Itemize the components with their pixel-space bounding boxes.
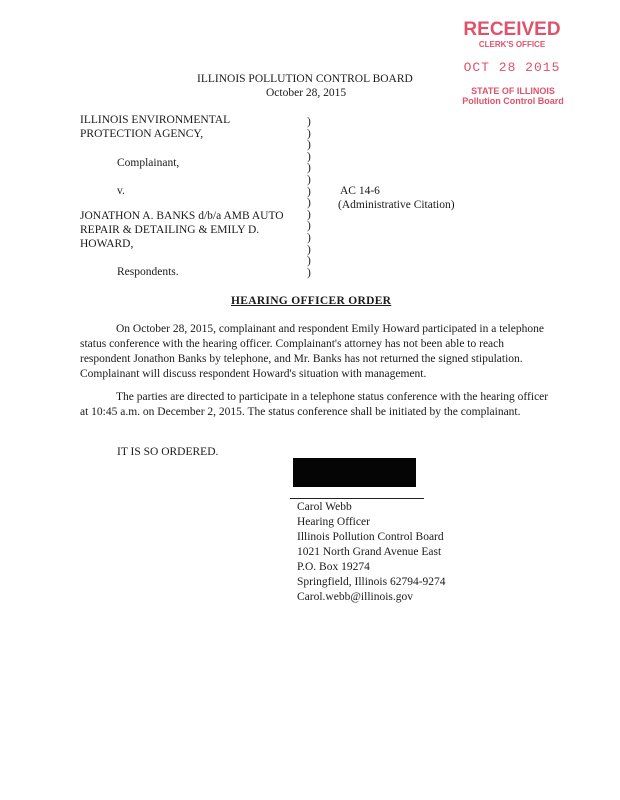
caption-paren: ) (307, 197, 311, 210)
stamp-state: STATE OF ILLINOIS (471, 86, 555, 96)
stamp-board: Pollution Control Board (462, 96, 564, 106)
order-paragraph-1-text: On October 28, 2015, complainant and respondent Emily Howard participated in a telephone status conference with the hearing officer. Complainant's attorney has not been able to reach respondent Jonathon Banks by telephone, and Mr. Banks has not returned the signed stipulation. Complainant will discuss respondent Howard's situation with management. (80, 323, 544, 380)
signature-line (290, 498, 424, 499)
stamp-date: OCT 28 2015 (463, 60, 561, 75)
signer-email: Carol.webb@illinois.gov (297, 591, 413, 603)
respondent-name-line3: HOWARD, (80, 238, 134, 250)
document-date: October 28, 2015 (266, 87, 347, 99)
caption-paren: ) (307, 255, 311, 268)
complainant-name-line1: ILLINOIS ENVIRONMENTAL (80, 114, 231, 126)
complainant-name-line2: PROTECTION AGENCY, (80, 128, 204, 140)
caption-paren: ) (307, 127, 311, 140)
case-type: (Administrative Citation) (338, 199, 455, 211)
signer-title: Hearing Officer (297, 516, 370, 528)
closing-statement: IT IS SO ORDERED. (117, 446, 219, 458)
complainant-label: Complainant, (117, 157, 180, 169)
caption-paren: ) (307, 220, 311, 233)
caption-paren: ) (307, 243, 311, 256)
order-title: HEARING OFFICER ORDER (231, 295, 392, 307)
case-number: AC 14-6 (340, 185, 380, 197)
signature-block (297, 500, 446, 605)
caption-paren: ) (307, 231, 311, 244)
respondents-label: Respondents. (117, 266, 179, 278)
order-paragraph-2 (80, 390, 550, 420)
signer-address-line3: Springfield, Illinois 62794-9274 (297, 576, 446, 588)
board-name: ILLINOIS POLLUTION CONTROL BOARD (197, 73, 413, 85)
order-paragraph-2-text: The parties are directed to participate in a telephone status conference with the hearing officer at 10:45 a.m. on December 2, 2015. The status conference shall be initiated by the complainant. (80, 391, 549, 418)
caption-paren: ) (307, 266, 311, 279)
respondent-name-line2: REPAIR & DETAILING & EMILY D. (80, 224, 260, 236)
versus-label: v. (117, 185, 125, 197)
signer-organization: Illinois Pollution Control Board (297, 531, 444, 543)
signer-address-line1: 1021 North Grand Avenue East (297, 546, 442, 558)
caption-parentheses (307, 117, 317, 279)
signer-name: Carol Webb (297, 501, 352, 513)
stamp-state-block (448, 86, 578, 106)
received-stamp (452, 20, 572, 76)
caption-paren: ) (307, 185, 311, 198)
caption-paren: ) (307, 150, 311, 163)
signer-address-line2: P.O. Box 19274 (297, 561, 370, 573)
stamp-office: CLERK'S OFFICE (478, 40, 546, 49)
stamp-received: RECEIVED (463, 19, 561, 40)
caption-paren: ) (307, 162, 311, 175)
order-paragraph-1 (80, 322, 550, 382)
redacted-signature (293, 458, 416, 487)
caption-paren: ) (307, 173, 311, 186)
caption-paren: ) (307, 208, 311, 221)
caption-paren: ) (307, 139, 311, 152)
caption-paren: ) (307, 116, 311, 128)
respondent-name-line1: JONATHON A. BANKS d/b/a AMB AUTO (80, 210, 284, 222)
